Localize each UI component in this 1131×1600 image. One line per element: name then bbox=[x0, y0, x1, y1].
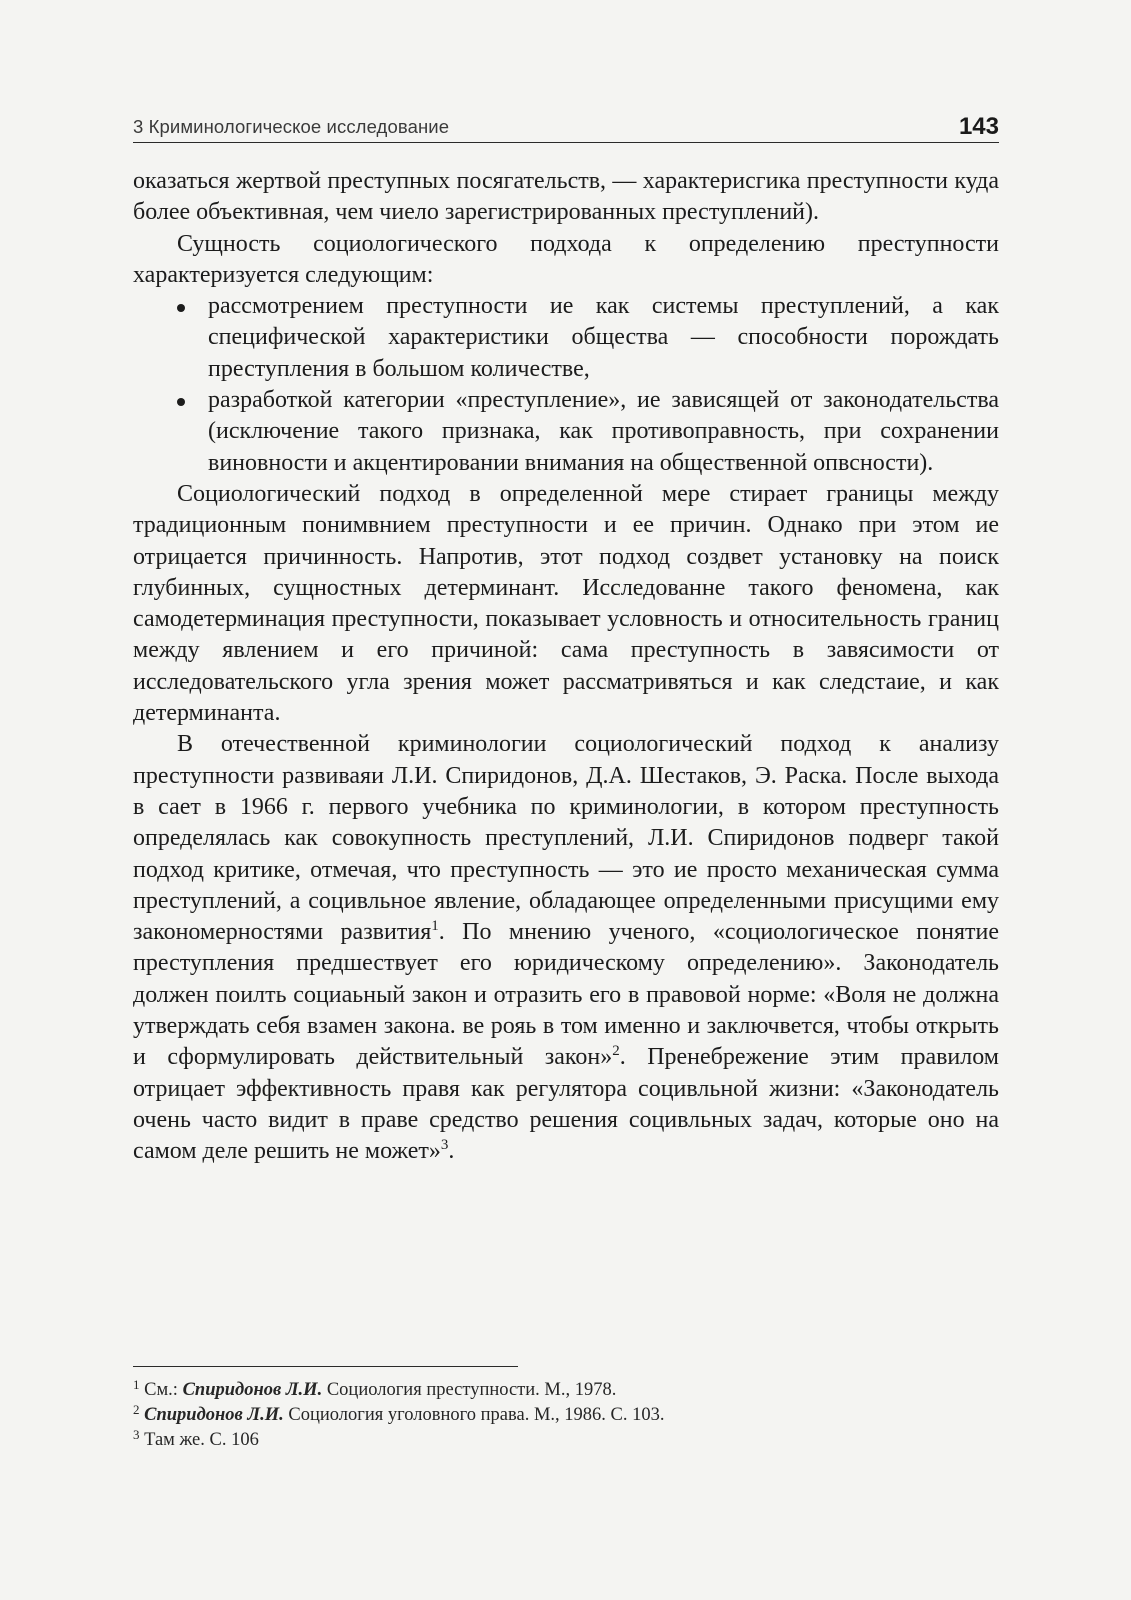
page-number: 143 bbox=[958, 113, 999, 140]
footnotes bbox=[133, 1378, 999, 1453]
footnote-prefix: См.: bbox=[144, 1380, 183, 1400]
footnote-ref: 3 bbox=[440, 1137, 449, 1154]
footnote-item bbox=[133, 1428, 999, 1453]
footnote-ref: 1 bbox=[431, 918, 439, 935]
paragraph-text-part: В отечественной криминологии социологический подход к анализу преступности развиваяи Л.И. Спиридонов, Д.А. Шестаков, Э. Раска. После выхода в сает в 1966 г. первого учебника по криминологии, в котором преступность определялась как совокупность преступлений, Л.И. Спиридонов подверг такой подход критике, отмечая, что преступность — это ие просто механическая сумма преступлений, а социвльное явление, обладающее определенными присущими ему закономерностями развития bbox=[133, 731, 999, 946]
footnote-item bbox=[133, 1403, 999, 1428]
bullet-text: разработкой категории «преступление», ие зависящей от законодательства (исключение такого признака, как противоправность, при сохранении виновности и акцентировании внимания на общественной опвсности). bbox=[208, 387, 999, 476]
footnote-text: Социология уголовного права. М., 1986. С. 103. bbox=[283, 1405, 665, 1425]
chapter-title: 3 Криминологическое исследование bbox=[133, 116, 450, 137]
footnote-divider bbox=[133, 1366, 518, 1367]
running-header bbox=[133, 112, 999, 143]
footnote-prefix: Там же. С. 106 bbox=[144, 1430, 259, 1450]
bullet-icon bbox=[177, 398, 185, 406]
footnote-item bbox=[133, 1378, 999, 1403]
bullet-text: рассмотрением преступности ие как системы преступлений, а как специфической характеристики общества — способности порождать преступления в большом количестве, bbox=[208, 293, 999, 382]
footnote-ref: 2 bbox=[612, 1043, 620, 1060]
bullet-list bbox=[133, 291, 999, 479]
footnote-text: Социология преступности. М., 1978. bbox=[322, 1380, 617, 1400]
paragraph-domestic-criminology bbox=[133, 729, 999, 1167]
footnote-author: Спиридонов Л.И. bbox=[144, 1405, 284, 1425]
bullet-item bbox=[208, 385, 999, 479]
paragraph-causality: Социологический подход в определенной мере стирает границы между традиционным понимвнием преступности и ее причин. Однако при этом ие отрицается причинность. Напротив, этот подход создвет установку на поиск глубинных, сущностных детерминант. Исследованне такого феномена, как самодетерминация преступности, показывает условность и относительность границ между явлением и его причиной: сама преступность в завясимости от исследовательского угла зрения может рассматривяться и как следстаие, и как детерминанта. bbox=[133, 480, 999, 727]
footnote-mark: 2 bbox=[133, 1402, 140, 1417]
paragraph-text-part: . По мнению ученого, «социологическое понятие преступления предшествует его юридическому определению». Законодатель должен поилть социаьный закон и отразить его в правовой норме: «Воля не должна утверждать себя взамен закона. ве рояь в том именно и заключвется, чтобы открыть и сформулировать действительный закон» bbox=[133, 919, 999, 1071]
main-text bbox=[133, 166, 999, 1168]
footnote-mark: 3 bbox=[133, 1427, 140, 1442]
footnote-author: Спиридонов Л.И. bbox=[182, 1380, 323, 1400]
bullet-icon bbox=[177, 304, 185, 312]
paragraph-text-part: . Пренебрежение этим правилом отрицает эффективность правя как регулятора социвльной жизни: «Законодатель очень часто видит в праве средство решения социвльных задач, которые оно на самом деле решить не может» bbox=[133, 1044, 999, 1165]
bullet-item bbox=[208, 291, 999, 385]
paragraph-continued: оказаться жертвой преступных посягательств, — характерисгика преступности куда более объективная, чем чиело зарегистрированных преступлений). bbox=[133, 168, 999, 226]
paragraph-text-part: . bbox=[448, 1138, 455, 1165]
footnote-mark: 1 bbox=[133, 1377, 140, 1392]
paragraph-sociological-approach: Сущность социологического подхода к определению преступности характеризуется следующим: bbox=[133, 230, 999, 288]
